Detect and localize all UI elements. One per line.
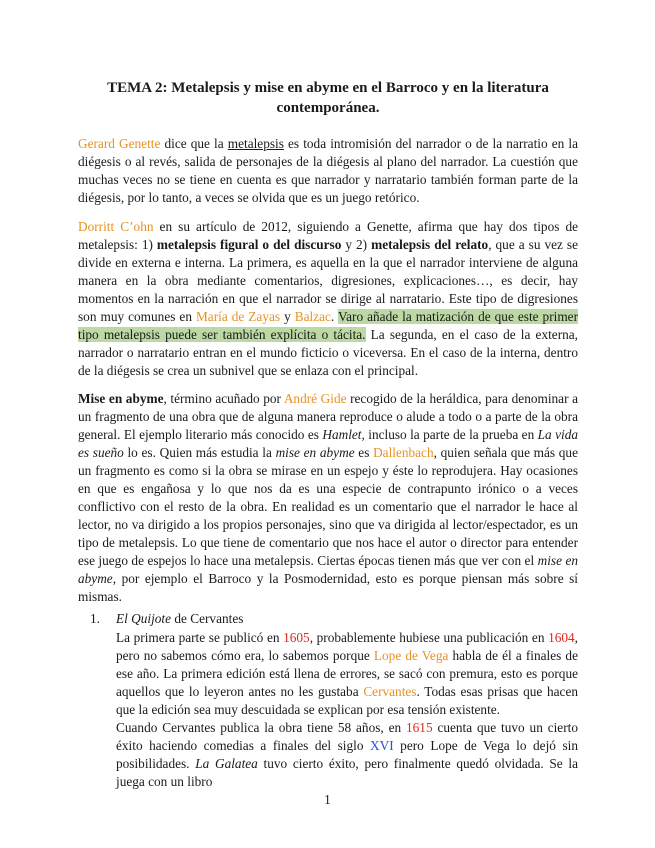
list-paragraph bbox=[116, 629, 578, 719]
text-run: Cuando Cervantes publica la obra tiene 58 años, en bbox=[116, 720, 406, 735]
bold-term: metalepsis del relato bbox=[371, 237, 489, 252]
italic-title: Hamlet bbox=[322, 427, 362, 442]
text-run: en su artículo de 2012, siguiendo a Genette, afirma que hay dos tipos de metalepsis: 1) bbox=[78, 219, 578, 252]
author-name: Balzac bbox=[294, 309, 331, 324]
author-name: Cervantes bbox=[363, 684, 417, 699]
text-run: es bbox=[354, 445, 374, 460]
page-title bbox=[78, 78, 578, 118]
text-run: habla de él a finales de ese año. La primera edición está llena de errores, se sacó con premura, esto es porque aquellos que lo leyeron antes no les gustaba bbox=[116, 648, 578, 699]
text-run: tuvo cierto éxito, pero finalmente quedó olvidada. Se la juega con un libro bbox=[116, 756, 578, 789]
text-run: , pero no sabemos cómo era, lo sabemos porque bbox=[116, 630, 578, 663]
text-run: , incluso la parte de la prueba en bbox=[361, 427, 538, 442]
paragraph-genette bbox=[78, 135, 578, 207]
year: 1604 bbox=[548, 630, 575, 645]
bold-term: metalepsis figural o del discurso bbox=[156, 237, 342, 252]
text-run: , probablemente hubiese una publicación en bbox=[309, 630, 549, 645]
page-number: 1 bbox=[324, 792, 331, 807]
author-name: Lope de Vega bbox=[373, 648, 449, 663]
text-run: y 2) bbox=[341, 237, 372, 252]
author-name: Dallenbach bbox=[373, 445, 434, 460]
text-run: de Cervantes bbox=[171, 611, 244, 626]
text-run: , término acuñado por bbox=[163, 391, 284, 406]
paragraph-cohn bbox=[78, 218, 578, 380]
year: 1615 bbox=[406, 720, 433, 735]
text-run: , por ejemplo el Barroco y la Posmodernidad, esto es porque piensan más sobre sí mismas. bbox=[78, 571, 578, 604]
list-item-body bbox=[116, 629, 578, 791]
text-run: . Todas esas prisas que hacen que la edición sea muy descuidada se explican por esa tensión existente. bbox=[116, 684, 578, 717]
author-name: André Gide bbox=[283, 391, 347, 406]
title-line-1: TEMA 2: Metalepsis y mise en abyme en el Barroco y en la literatura bbox=[107, 80, 549, 96]
century: XVI bbox=[370, 738, 394, 753]
text-run: es toda intromisión del narrador o de la narratio en la diégesis o al revés, salida de personajes de la diégesis al plano del narrador. La cuestión que muchas veces no se tiene en cuenta es que narrador y narratario también forman parte de la diégesis, por lo tanto, a veces se olvida que es un juego retórico. bbox=[78, 136, 578, 205]
italic-term: mise en abyme bbox=[78, 553, 578, 586]
text-run: , que a su vez se divide en externa e interna. La primera, es aquella en la que el narrador interviene de alguna manera en la obra mediante comentarios, digresiones, explicaciones…, es decir, hay momentos en la narración en que el narrador se dirige al narratario. Este tipo de digresiones son muy comunes en bbox=[78, 237, 578, 324]
text-run: pero Lope de Vega lo dejó sin posibilidades. bbox=[116, 738, 578, 771]
text-run: lo es. Quien más estudia la bbox=[123, 445, 276, 460]
author-name: Dorritt C’ohn bbox=[78, 219, 154, 234]
paragraph-mise-en-abyme bbox=[78, 390, 578, 606]
term-metalepsis: metalepsis bbox=[227, 136, 284, 151]
text-run: . bbox=[330, 309, 339, 324]
title-line-2: contemporánea. bbox=[276, 100, 380, 116]
text-run: , quien señala que más que un fragmento es como si la obra se mirase en un espejo y éste lo reprodujera. Hay ocasiones en que es engañosa y lo que nos da es una especie de contrapunto irónico o a veces conflictivo con el resto de la obra. En realidad es un comentario que el narrador le hace al lector, no va dirigido a los propios personajes, sino que va dirigida al lector/espectador, es un tipo de metalepsis. Lo que tiene de comentario que nos hace el autor o director para entender ese juego de espejos lo hace una metalepsis. Ciertas épocas tienen más que ver con el bbox=[78, 445, 578, 568]
author-name: Gerard Genette bbox=[78, 136, 161, 151]
text-run: recogido de la heráldica, para denominar a un fragmento de una obra que de alguna manera reproduce o alude a todo o a parte de la obra general. El ejemplo literario más conocido es bbox=[78, 391, 578, 442]
italic-title: La vida es sueño bbox=[78, 427, 579, 460]
italic-title: La Galatea bbox=[195, 756, 258, 771]
italic-title: El Quijote bbox=[116, 611, 172, 626]
author-name: María de Zayas bbox=[195, 309, 281, 324]
text-run: y bbox=[280, 309, 295, 324]
year: 1605 bbox=[283, 630, 310, 645]
highlighted-text: Varo añade la matización de que este primer tipo metalepsis puede ser también explícita o tácita. bbox=[78, 309, 578, 342]
text-run: dice que la bbox=[160, 136, 228, 151]
list-paragraph bbox=[116, 719, 578, 791]
text-run: cuenta que tuvo un cierto éxito haciendo comedias a finales del siglo bbox=[116, 720, 578, 753]
italic-term: mise en abyme bbox=[275, 445, 355, 460]
text-run: La primera parte se publicó en bbox=[116, 630, 284, 645]
list-item-heading bbox=[116, 610, 243, 628]
list-number: 1. bbox=[90, 611, 100, 626]
bold-term: Mise en abyme bbox=[78, 391, 164, 406]
text-run: La segunda, en el caso de la externa, narrador o narratario entran en el mundo ficticio o viceversa. En el caso de la interna, dentro de la diégesis se crea un subnivel que se enlaza con el principal. bbox=[78, 327, 578, 378]
